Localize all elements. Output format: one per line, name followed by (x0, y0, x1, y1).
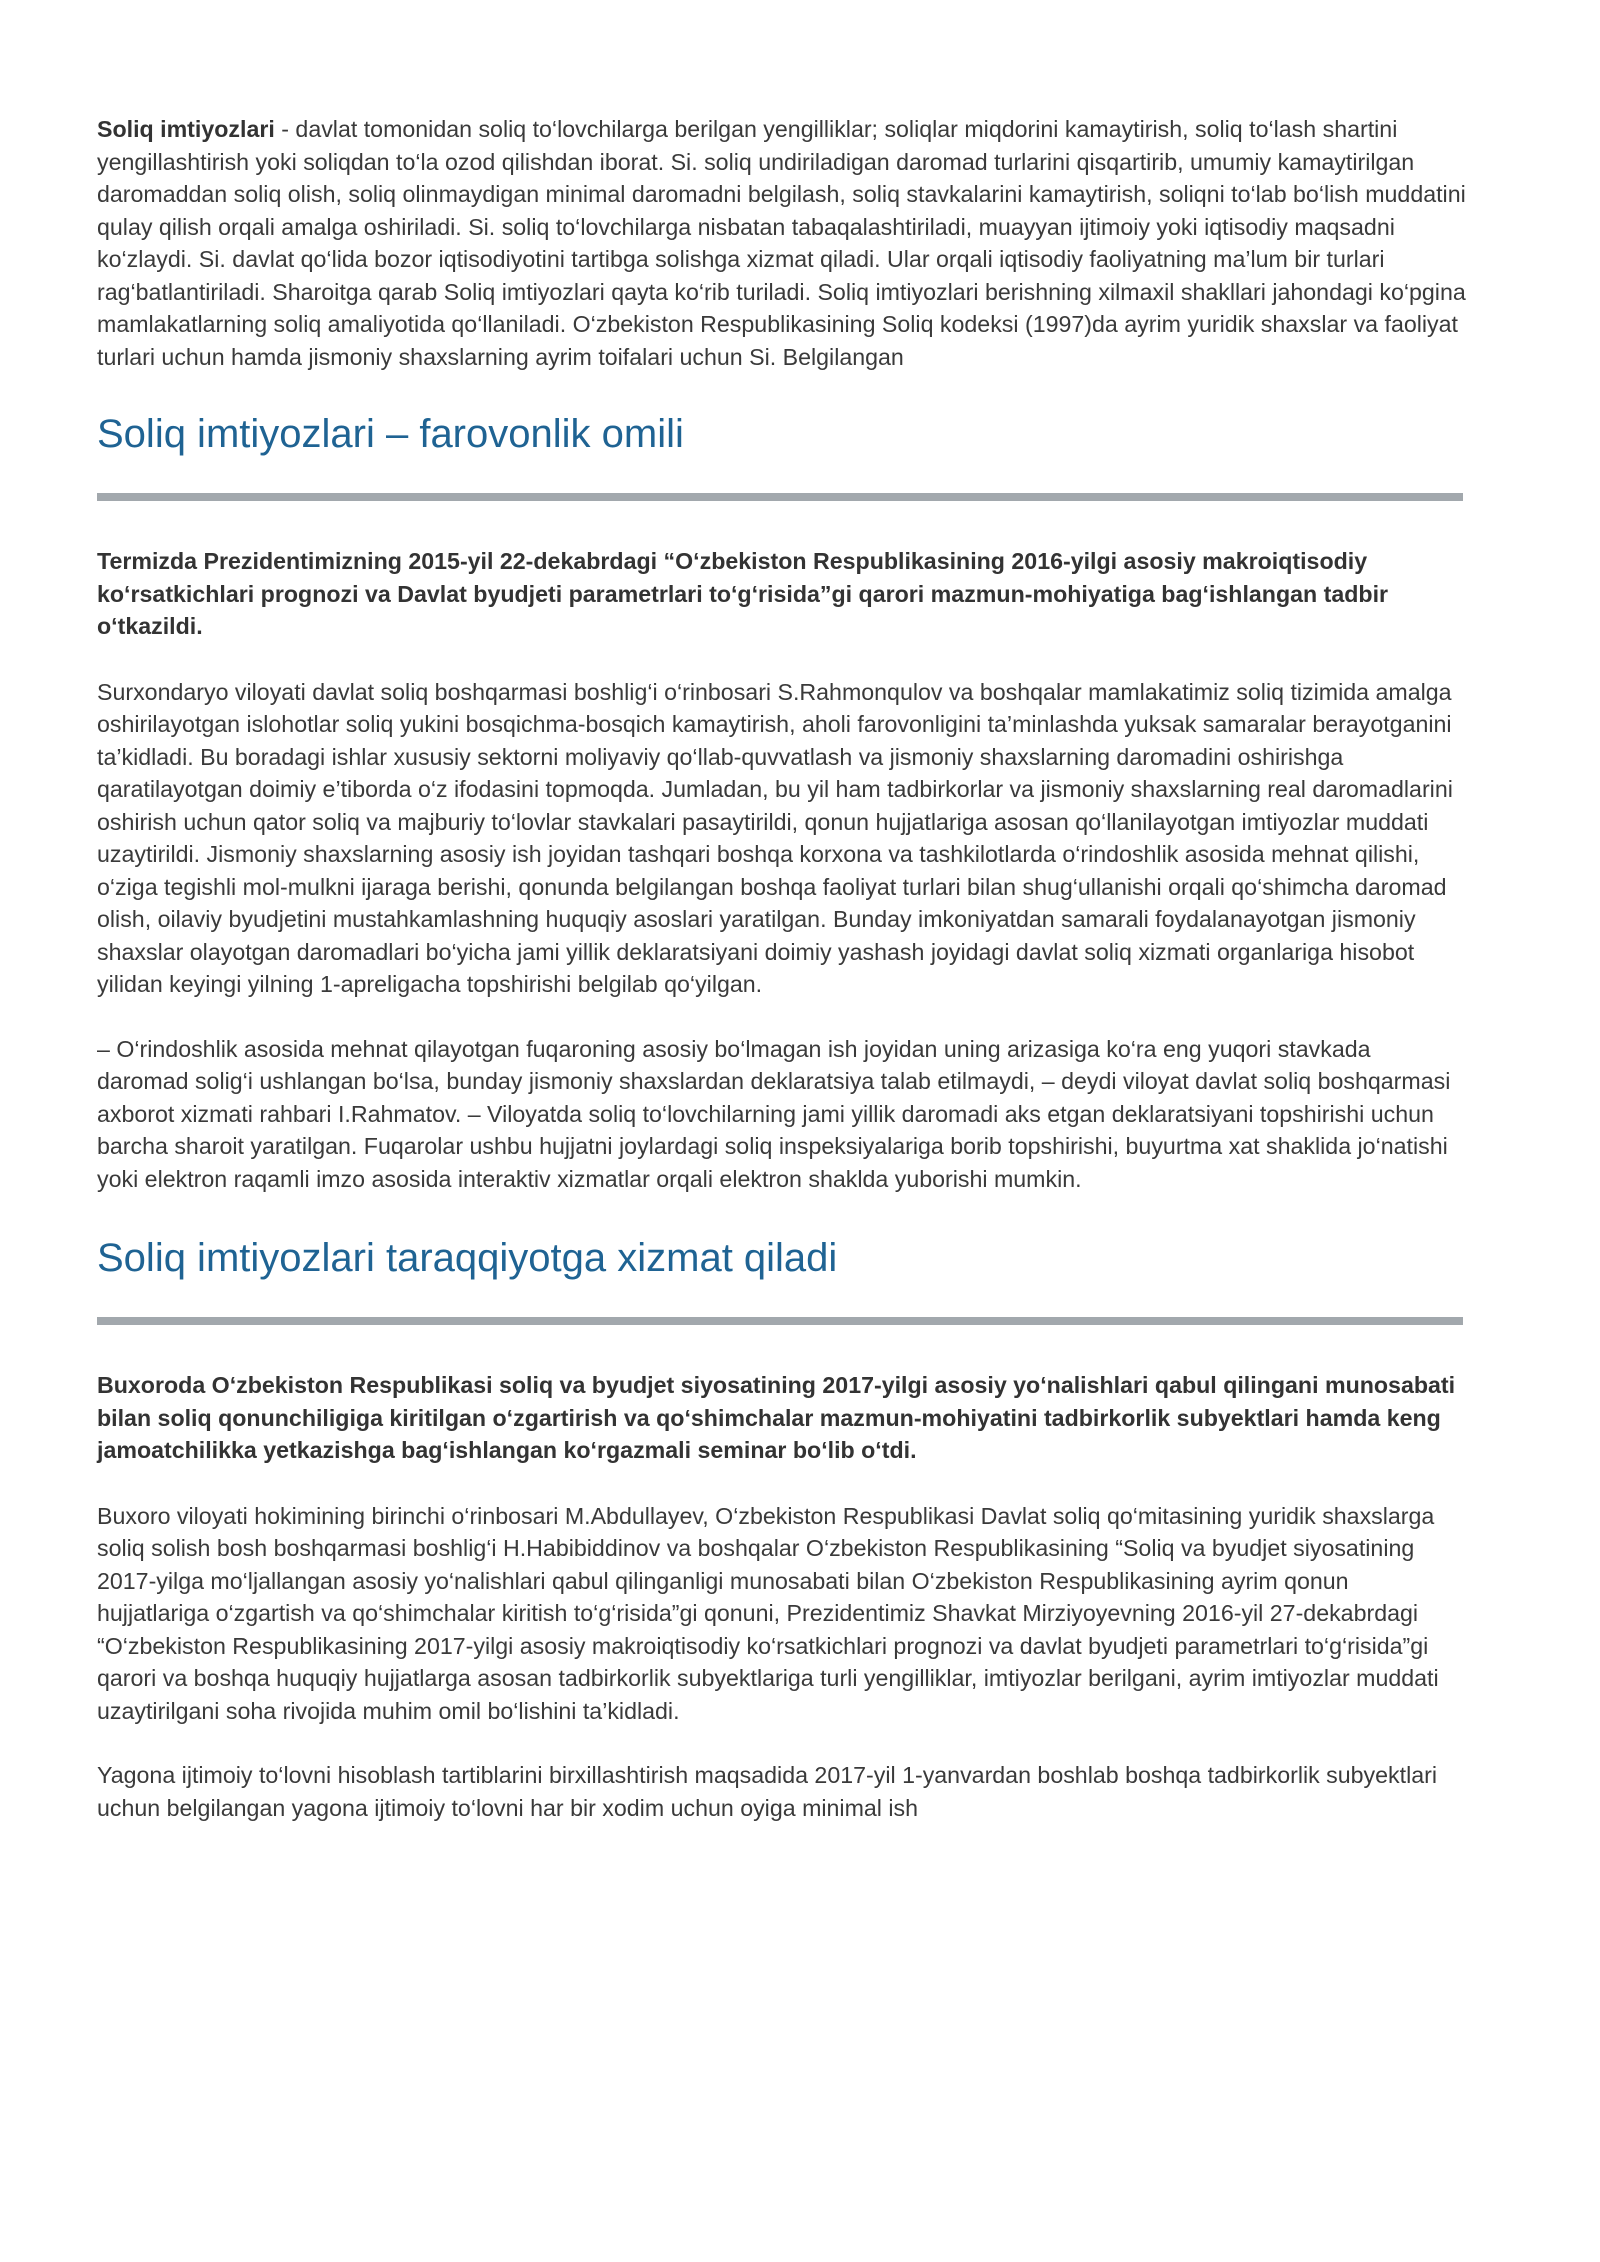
body-paragraph: Surxondaryo viloyati davlat soliq boshqarmasi boshlig‘i o‘rinbosari S.Rahmonqulov va boshqalar mamlakatimiz soliq tizimida amalga oshirilayotgan islohotlar soliq yukini bosqichma-bosqich kamaytirish, aholi farovonligini ta’minlashda yuksak samaralar berayotganini ta’kidladi. Bu boradagi ishlar xususiy sektorni moliyaviy qo‘llab-quvvatlash va jismoniy shaxslarning daromadini oshirishga qaratilayotgan doimiy e’tiborda o‘z ifodasini topmoqda. Jumladan, bu yil ham tadbirkorlar va jismoniy shaxslarning real daromadlarini oshirish uchun qator soliq va majburiy to‘lovlar stavkalari pasaytirildi, qonun hujjatlariga asosan qo‘llanilayotgan imtiyozlar muddati uzaytirildi. Jismoniy shaxslarning asosiy ish joyidan tashqari boshqa korxona va tashkilotlarda o‘rindoshlik asosida mehnat qilishi, o‘ziga tegishli mol-mulkni ijaraga berishi, qonunda belgilangan boshqa faoliyat turlari bilan shug‘ullanishi orqali qo‘shimcha daromad olish, oilaviy byudjetini mustahkamlashning huquqiy asoslari yaratilgan. Bunday imkoniyatdan samarali foydalanayotgan jismoniy shaxslar olayotgan daromadlari bo‘yicha jami yillik deklaratsiyani doimiy yashash joyidagi davlat soliq xizmati organlariga hisobot yilidan keyingi yilning 1-apreligacha topshirishi belgilab qo‘yilgan. (97, 678, 1453, 997)
section-lead: Termizda Prezidentimizning 2015-yil 22-dekabrdagi “O‘zbekiston Respublikasining 2016-yilgi asosiy makroiqtisodiy ko‘rsatkichlari prognozi va Davlat byudjeti parametrlari to‘g‘risida”gi qarori mazmun-mohiyatiga bag‘ishlangan tadbir o‘tkazildi. (97, 548, 1389, 639)
intro-term: Soliq imtiyozlari (97, 116, 275, 142)
section-heading: Soliq imtiyozlari taraqqiyotga xizmat qiladi (97, 1236, 838, 1280)
body-paragraph: Buxoro viloyati hokimining birinchi o‘rinbosari M.Abdullayev, O‘zbekiston Respublikasi Davlat soliq qo‘mitasining yuridik shaxslarga soliq solish bosh boshqarmasi boshlig‘i H.Habibiddinov va boshqalar O‘zbekiston Respublikasining “Soliq va byudjet siyosatining 2017-yilga mo‘ljallangan asosiy yo‘nalishlari qabul qilinganligi munosabati bilan O‘zbekiston Respublikasining ayrim qonun hujjatlariga o‘zgartish va qo‘shimchalar kiritish to‘g‘risida”gi qonuni, Prezidentimiz Shavkat Mirziyoyevning 2016-yil 27-dekabrdagi “O‘zbekiston Respublikasining 2017-yilgi asosiy makroiqtisodiy ko‘rsatkichlari prognozi va davlat byudjeti parametrlari to‘g‘risida”gi qarori va boshqa huquqiy hujjatlarga asosan tadbirkorlik subyektlariga turli yengilliklar, imtiyozlar berilgani, ayrim imtiyozlar muddati uzaytirilgani soha rivojida muhim omil bo‘lishini ta’kidladi. (97, 1502, 1439, 1724)
intro-paragraph (97, 113, 1467, 373)
body-paragraph: Yagona ijtimoiy to‘lovni hisoblash tartiblarini birxillashtirish maqsadida 2017-yil 1-yanvardan boshlab boshqa tadbirkorlik subyektlari uchun belgilangan yagona ijtimoiy to‘lovni har bir xodim uchun oyiga minimal ish (97, 1762, 1437, 1821)
section-divider (97, 493, 1463, 501)
section-divider (97, 1317, 1463, 1325)
section-lead: Buxoroda O‘zbekiston Respublikasi soliq va byudjet siyosatining 2017-yilgi asosiy yo‘nalishlari qabul qilingani munosabati bilan soliq qonunchiligiga kiritilgan o‘zgartirish va qo‘shimchalar mazmun-mohiyatini tadbirkorlik subyektlari hamda keng jamoatchilikka yetkazishga bag‘ishlangan ko‘rgazmali seminar bo‘lib o‘tdi. (97, 1372, 1456, 1463)
section-heading: Soliq imtiyozlari – farovonlik omili (97, 412, 684, 456)
body-paragraph: – O‘rindoshlik asosida mehnat qilayotgan fuqaroning asosiy bo‘lmagan ish joyidan uning arizasiga ko‘ra eng yuqori stavkada daromad solig‘i ushlangan bo‘lsa, bunday jismoniy shaxslardan deklaratsiya talab etilmaydi, – deydi viloyat davlat soliq boshqarmasi axborot xizmati rahbari I.Rahmatov. – Viloyatda soliq to‘lovchilarning jami yillik daromadi aks etgan deklaratsiyani topshirishi uchun barcha sharoit yaratilgan. Fuqarolar ushbu hujjatni joylardagi soliq inspeksiyalariga borib topshirishi, buyurtma xat shaklida jo‘natishi yoki elektron raqamli imzo asosida interaktiv xizmatlar orqali elektron shaklda yuborishi mumkin. (97, 1035, 1451, 1192)
intro-text: - davlat tomonidan soliq to‘lovchilarga berilgan yengilliklar; soliqlar miqdorini kamaytirish, soliq to‘lash shartini yengillashtirish yoki soliqdan to‘la ozod qilishdan iborat. Si. soliq undiriladigan daromad turlarini qisqartirib, umumiy kamaytirilgan daromaddan soliq olish, soliq olinmaydigan minimal daromadni belgilash, soliq stavkalarini kamaytirish, soliqni to‘lab bo‘lish muddatini qulay qilish orqali amalga oshiriladi. Si. soliq to‘lovchilarga nisbatan tabaqalashtiriladi, muayyan ijtimoiy yoki iqtisodiy maqsadni ko‘zlaydi. Si. davlat qo‘lida bozor iqtisodiyotini tartibga solishga xizmat qiladi. Ular orqali iqtisodiy faoliyatning ma’lum bir turlari rag‘batlantiriladi. Sharoitga qarab Soliq imtiyozlari qayta ko‘rib turiladi. Soliq imtiyozlari berishning xilmaxil shakllari jahondagi ko‘pgina mamlakatlarning soliq amaliyotida qo‘llaniladi. O‘zbekiston Respublikasining Soliq kodeksi (1997)da ayrim yuridik shaxslar va faoliyat turlari uchun hamda jismoniy shaxslarning ayrim toifalari uchun Si. Belgilangan (97, 116, 1466, 370)
document-page (97, 113, 1467, 1824)
